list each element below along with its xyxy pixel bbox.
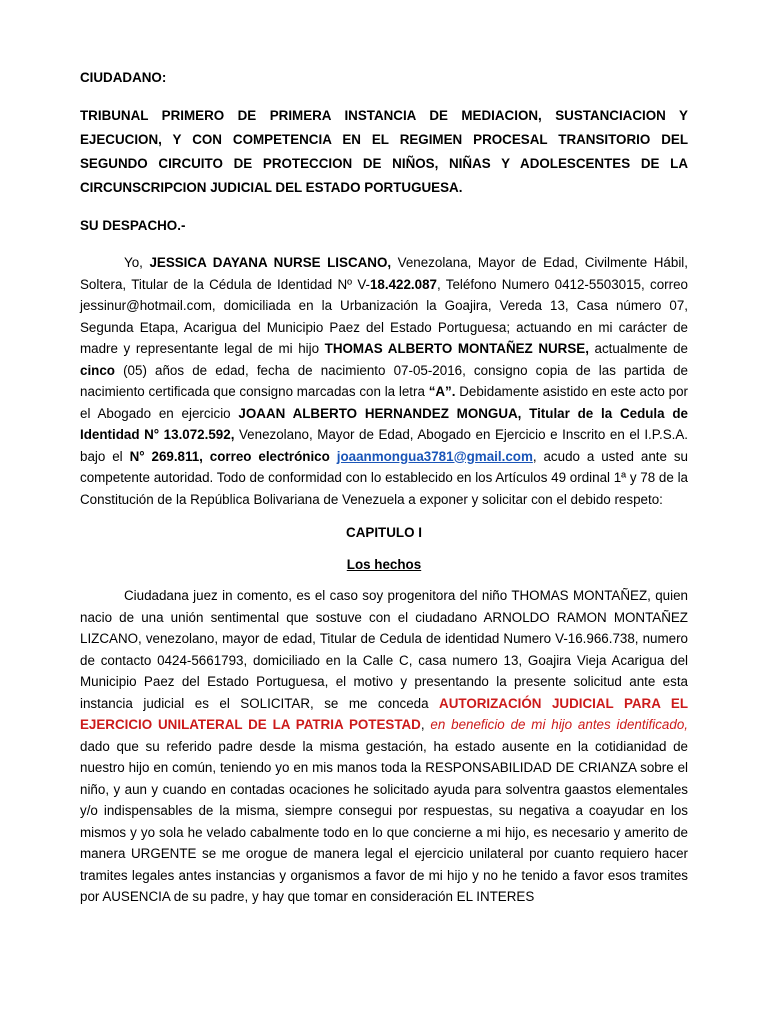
applicant-name: JESSICA DAYANA NURSE LISCANO, [149, 255, 392, 270]
facts-text: Ciudadana juez in comento, es el caso soy progenitora del niño THOMAS MONTAÑEZ, quien nacio de una unión sentimental que sostuve con el ciudadano ARNOLDO RAMON MONTAÑEZ LIZCANO, venezolano, mayor de edad, Titular de Cedula de identidad Numero V-16.966.738, numero de contacto 0424-5661793, domiciliado en la Calle C, casa numero 13, Goajira Vieja Acarigua del Municipio Paez del Estado Portuguesa, el motivo y presentando la presente solicitud ante esta instancia judicial es el SOLICITAR, se me conceda [80, 588, 688, 711]
chapter-title: CAPITULO I [346, 525, 422, 540]
ipsa-number: N° 269.811, correo electrónico [129, 448, 330, 464]
intro-text: , Teléfono Numero 0412-5503015, correo jessinur@hotmail.com, domiciliada en la Urbanización la Goajira, Vereda 13, Casa número 07, Segunda Etapa, Acarigua del Municipio Paez del Estado Portuguesa; actuando en mi carácter de madre y representante legal de mi hijo [80, 276, 688, 356]
chapter-subtitle: Los hechos [346, 556, 422, 572]
intro-text: Yo, [124, 255, 150, 270]
intro-paragraph [80, 252, 688, 510]
intro-text [330, 449, 337, 464]
facts-text: , [420, 717, 431, 732]
despacho-label: SU DESPACHO.- [80, 218, 186, 233]
addressee-label: CIUDADANO: [80, 70, 167, 85]
intro-text: Venezolano, Mayor de Edad, Abogado en Ejercicio e Inscrito en el I.P.S.A. bajo el [80, 427, 688, 464]
applicant-id: 18.422.087 [369, 276, 437, 292]
intro-text: actualmente de [588, 341, 688, 356]
benefit-phrase: en beneficio de mi hijo antes identificado, [430, 717, 688, 732]
request-title: AUTORIZACIÓN JUDICIAL PARA EL EJERCICIO UNILATERAL DE LA PATRIA POTESTAD [80, 695, 688, 732]
lawyer-email-link[interactable]: joaanmongua3781@gmail.com [336, 448, 533, 464]
facts-text: dado que su referido padre desde la misma gestación, ha estado ausente en la cotidianidad de nuestro hijo en común, teniendo yo en mis manos toda la RESPONSABILIDAD DE CRIANZA sobre el niño, y aun y cuando en contadas ocaciones he solicitado ayuda para solventra gaastos elementales y/o indispensables de la misma, siempre consegui por respuestas, su negativa a coayudar en los mismos y yo sola he velado cabalmente todo en lo que concierne a mi hijo, es necesario y amerito de manera URGENTE se me orogue de manera legal el ejercicio unilateral por cuanto requiero hacer tramites legales antes instancias y organismos a favor de mi hijo y no he tenido a favor esos tramites por AUSENCIA de su padre, y hay que tomar en consideración EL INTERES [80, 738, 688, 904]
child-name: THOMAS ALBERTO MONTAÑEZ NURSE, [324, 341, 589, 356]
intro-text: (05) años de edad, fecha de nacimiento 07-05-2016, consigno copia de las partida de nacimiento certificada que consigno marcadas con la letra [80, 362, 688, 399]
intro-text: Venezolana, Mayor de Edad, Civilmente Hábil, Soltera, Titular de la Cédula de Identidad Nº V- [80, 255, 688, 292]
lawyer-identification: JOAAN ALBERTO HERNANDEZ MONGUA, Titular de la Cedula de Identidad N° 13.072.592, [80, 405, 688, 442]
facts-paragraph [80, 585, 688, 908]
child-age-word: cinco [80, 362, 115, 378]
intro-text: Debidamente asistido en este acto por el Abogado en ejercicio [80, 384, 688, 421]
tribunal-name: TRIBUNAL PRIMERO DE PRIMERA INSTANCIA DE MEDIACION, SUSTANCIACION Y EJECUCION, Y CON COMPETENCIA EN EL REGIMEN PROCESAL TRANSITORIO DEL SEGUNDO CIRCUITO DE PROTECCION DE NIÑOS, NIÑAS Y ADOLESCENTES DE LA CIRCUNSCRIPCION JUDICIAL DEL ESTADO PORTUGUESA. [80, 108, 688, 195]
annex-letter: “A”. [428, 384, 456, 399]
intro-text: , acudo a usted ante su competente autoridad. Todo de conformidad con lo establecido en los Artículos 49 ordinal 1ª y 78 de la Constitución de la República Bolivariana de Venezuela a exponer y solicitar con el debido respeto: [80, 448, 689, 507]
